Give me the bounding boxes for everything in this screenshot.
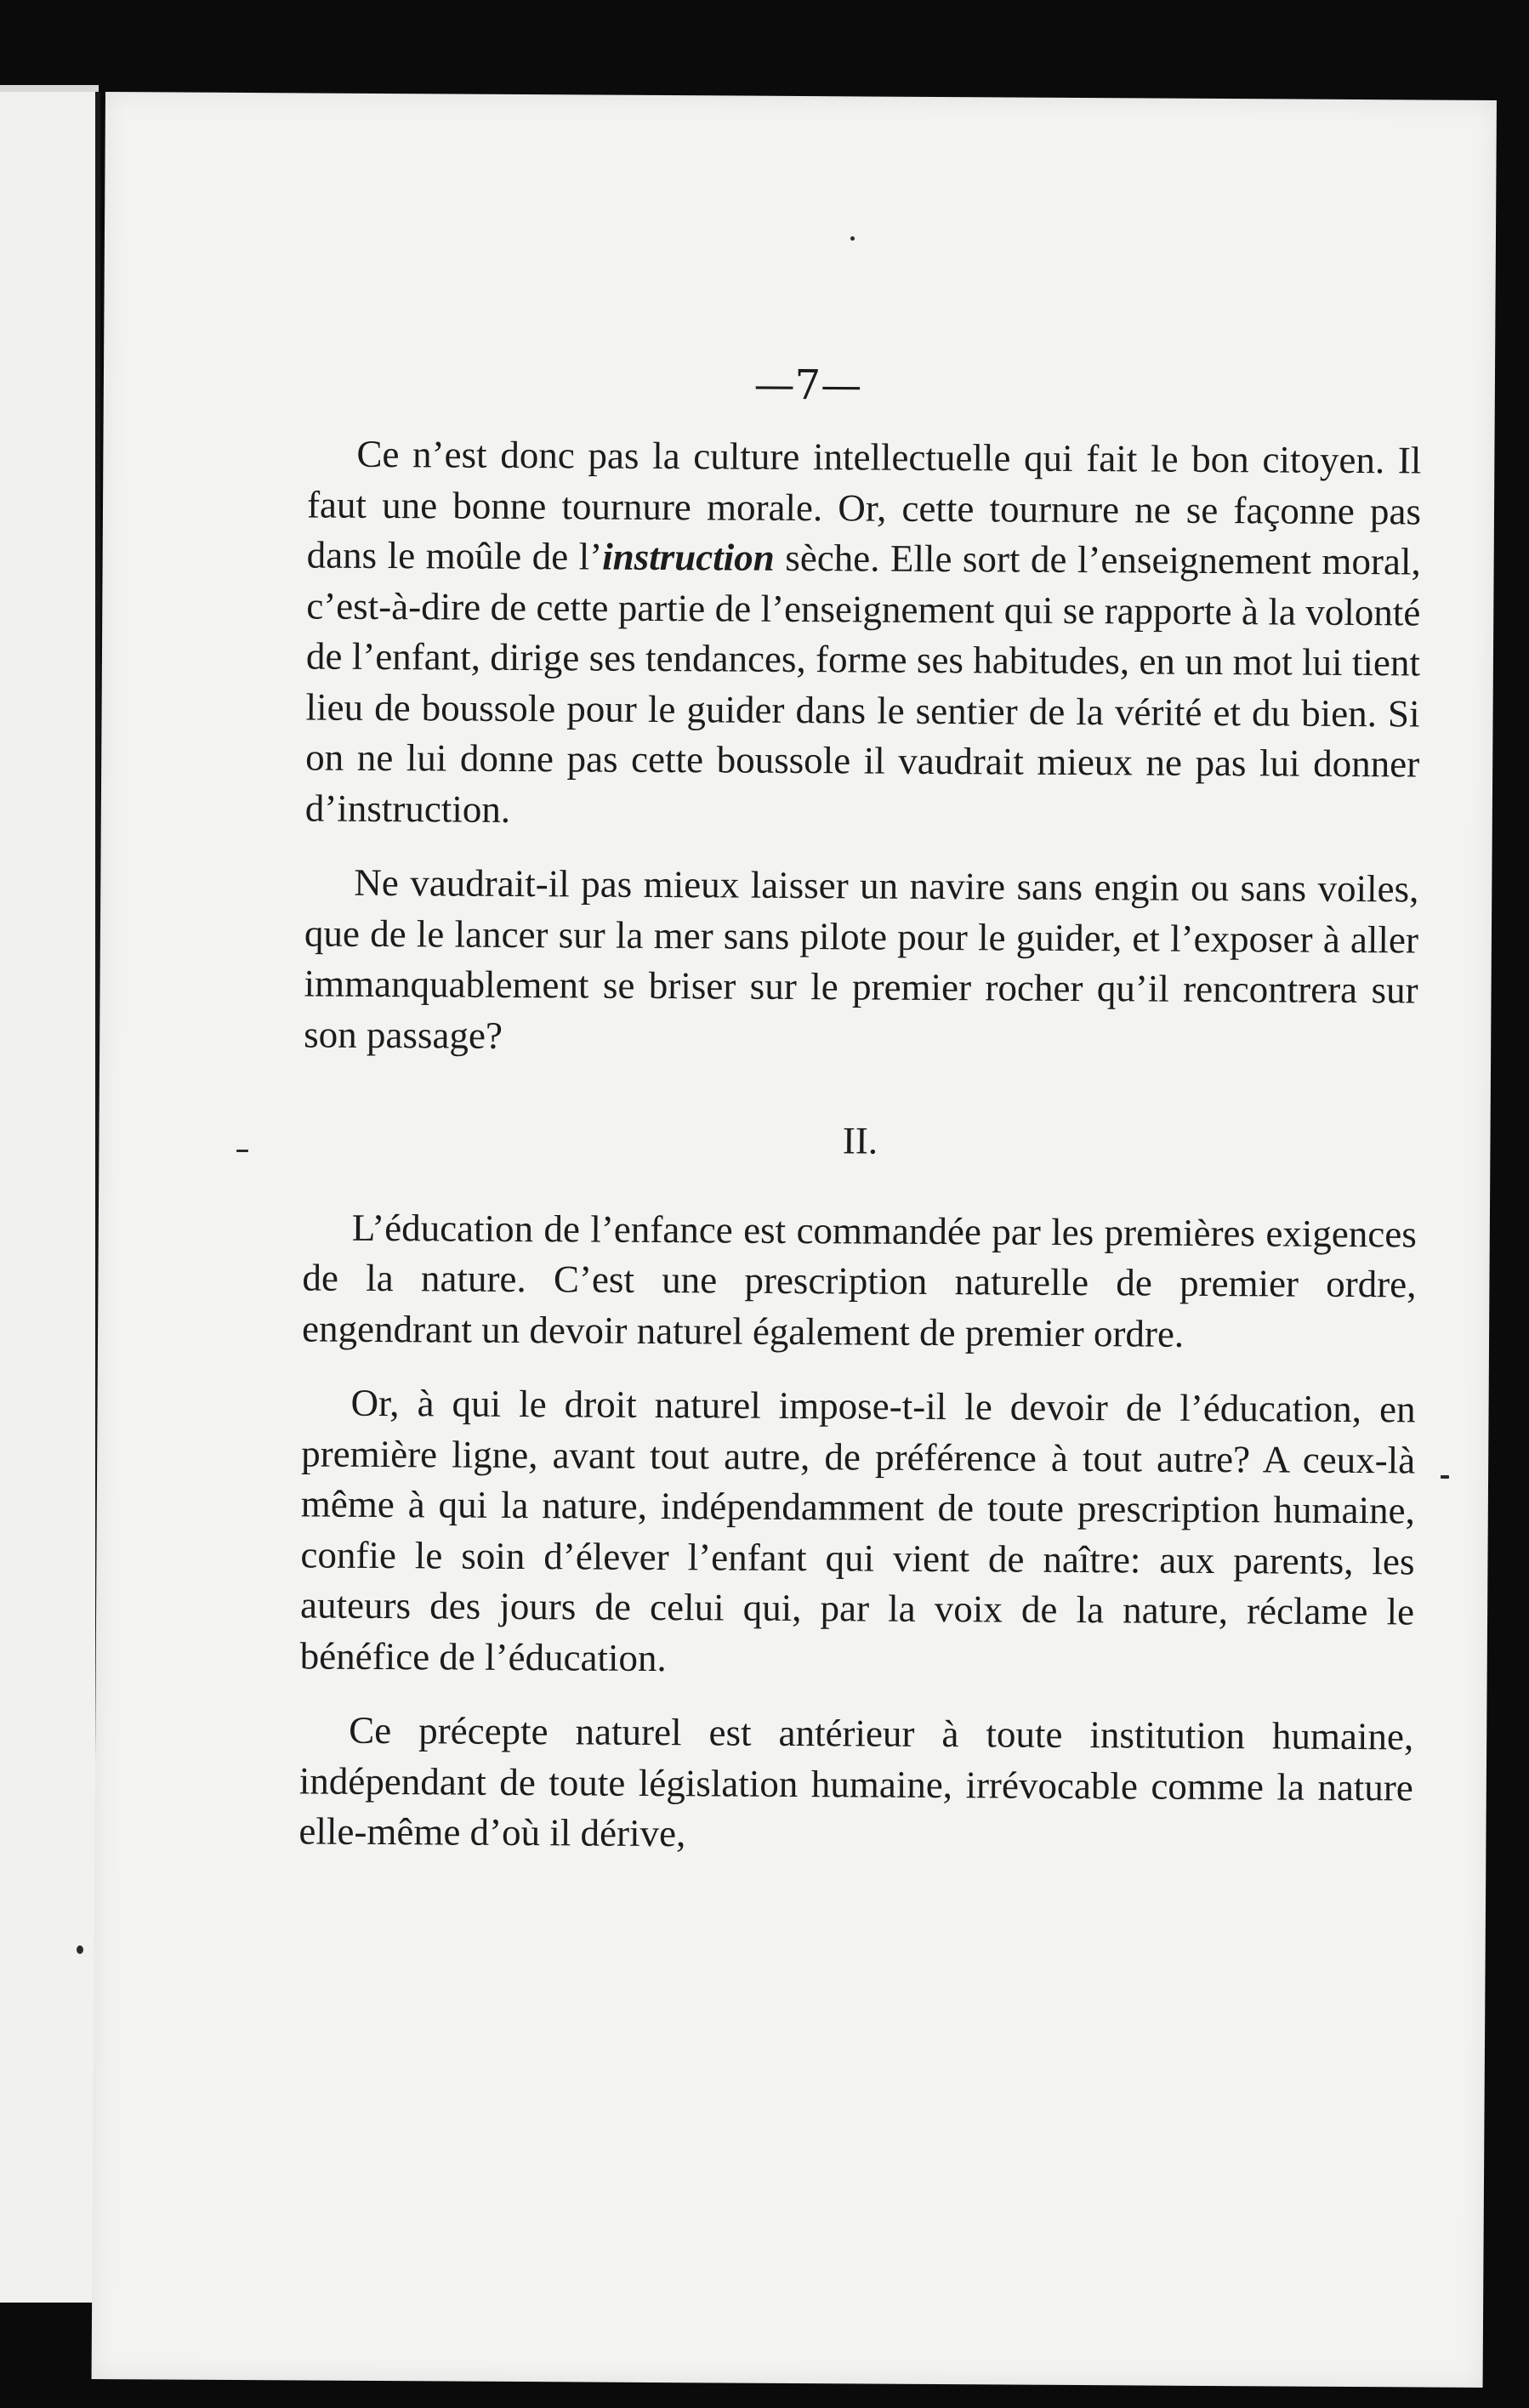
speck-mark [850, 236, 855, 241]
page [92, 92, 1497, 2388]
page-number: —7— [753, 361, 862, 410]
section-heading: II. [842, 1119, 878, 1162]
paragraph-2: Ne vaudrait-il pas mieux laisser un navire sans engin ou sans voiles, que de le lancer sur la mer sans pilote pour le guider, et l’exposer à aller immanquablement se briser sur le premier rocher qu’il rencontrera sur son passage? [304, 860, 1419, 1057]
left-page-margin [0, 92, 100, 2303]
paragraph-5: Ce précepte naturel est antérieur à toute institution humaine, indépendant de toute législation humaine, irrévocable comme la nature elle-même d’où il dérive, [298, 1708, 1414, 1855]
margin-tick-mark [1441, 1475, 1449, 1479]
page-text [298, 429, 1421, 1887]
paragraph-1 [305, 429, 1422, 840]
paragraph-3: L’éducation de l’enfance est commandée par les premières exigences de la nature. C’est une prescription naturelle de premier ordre, engendrant un devoir naturel également de premier ordre. [301, 1206, 1417, 1355]
margin-dash-mark [236, 1150, 248, 1152]
binding-dot-mark [77, 1945, 83, 1954]
paragraph-4: Or, à qui le droit naturel impose-t-il le devoir de l’éducation, en première ligne, avant tout autre, de préférence à tout autre? A ceux-là même à qui la nature, indépendamment de toute prescription humaine, confie le soin d’élever l’enfant qui vient de naître: aux parents, les auteurs des jours de celui qui, par la voix de la nature, réclame le bénéfice de l’éducation. [299, 1381, 1416, 1679]
paragraph-1-text-a: Ce n’est donc pas la culture intellectuelle qui fait le bon citoyen. Il faut une bonne tournure morale. Or, cette tournure ne se façonne pas dans le moûle de l’ [306, 432, 1422, 578]
paragraph-1-text-b: sèche. Elle sort de l’enseignement moral, c’est-à-dire de cette partie de l’enseignement qui se rapporte à la volonté de l’enfant, dirige ses tendances, forme ses habitudes, en un mot lui tient lieu de boussole pour le guider dans le sentier de la vérité et du bien. Si on ne lui donne pas cette boussole il vaudrait mieux ne pas lui donner d’instruction. [304, 536, 1421, 831]
paragraph-1-emphasis: instruction [602, 535, 775, 579]
